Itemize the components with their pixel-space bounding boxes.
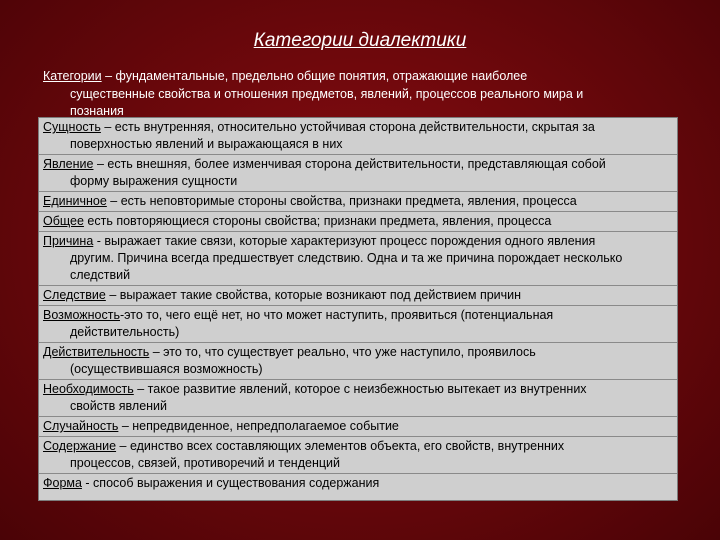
row-term: Причина [43,234,94,248]
row-definition: - способ выражения и существования содержания [81,476,380,490]
row-definition: – такое развитие явлений, которое с неизбежностью вытекает из внутренних [133,382,587,396]
row-definition: -это то, чего ещё нет, но что может наступить, проявиться (потенциальная [120,308,554,322]
row-definition-continued: другим. Причина всегда предшествует следствию. Одна и та же причина порождает несколько следствий [70,251,623,282]
table-row [39,343,677,380]
row-definition-continued: поверхностью явлений и выражающаяся в них [70,137,343,151]
table-row [39,306,677,343]
row-term: Форма [43,476,82,490]
row-definition: – это то, что существует реально, что уже наступило, проявилось [149,345,536,359]
table-row [39,417,677,437]
intro-text-box [40,68,676,115]
row-definition: – непредвиденное, непредполагаемое событие [118,419,399,433]
table-row [39,437,677,474]
row-term: Необходимость [43,382,134,396]
row-definition-continued: (осуществившаяся возможность) [70,362,263,376]
table-row [39,192,677,212]
row-term: Единичное [43,194,107,208]
row-term: Сущность [43,120,101,134]
table-row [39,212,677,232]
intro-definition [40,68,676,115]
row-term: Возможность [43,308,120,322]
table-row [39,380,677,417]
table-row [39,232,677,286]
row-definition: – есть внутренняя, относительно устойчивая сторона действительности, скрытая за [100,120,595,134]
row-definition: – единство всех составляющих элементов объекта, его свойств, внутренних [116,439,565,453]
row-term: Следствие [43,288,106,302]
slide-title: Категории диалектики [253,30,467,51]
row-term: Действительность [43,345,150,359]
row-term: Общее [43,214,84,228]
row-definition-continued: действительность) [70,325,180,339]
table-row [39,474,677,493]
row-definition: – есть внешняя, более изменчивая сторона действительности, представляющая собой [93,157,606,171]
row-definition: – есть неповторимые стороны свойства, признаки предмета, явления, процесса [106,194,577,208]
definitions-table [38,117,678,501]
row-definition: есть повторяющиеся стороны свойства; признаки предмета, явления, процесса [83,214,552,228]
row-term: Случайность [43,419,119,433]
row-term: Содержание [43,439,117,453]
row-definition: – выражает такие свойства, которые возникают под действием причин [105,288,522,302]
table-row [39,155,677,192]
row-definition-continued: форму выражения сущности [70,174,238,188]
row-definition-continued: свойств явлений [70,399,168,413]
table-row [39,286,677,306]
row-term: Явление [43,157,94,171]
row-definition-continued: процессов, связей, противоречий и тенденций [70,456,340,470]
table-row [39,118,677,155]
intro-term: Категории [43,69,102,83]
intro-line-1: – фундаментальные, предельно общие понятия, отражающие наиболее [101,69,528,83]
row-definition: - выражает такие связи, которые характеризуют процесс порождения одного явления [93,234,596,248]
intro-line-2: существенные свойства и отношения предметов, явлений, процессов реального мира и [70,86,584,101]
intro-line-3: познания [70,104,124,115]
